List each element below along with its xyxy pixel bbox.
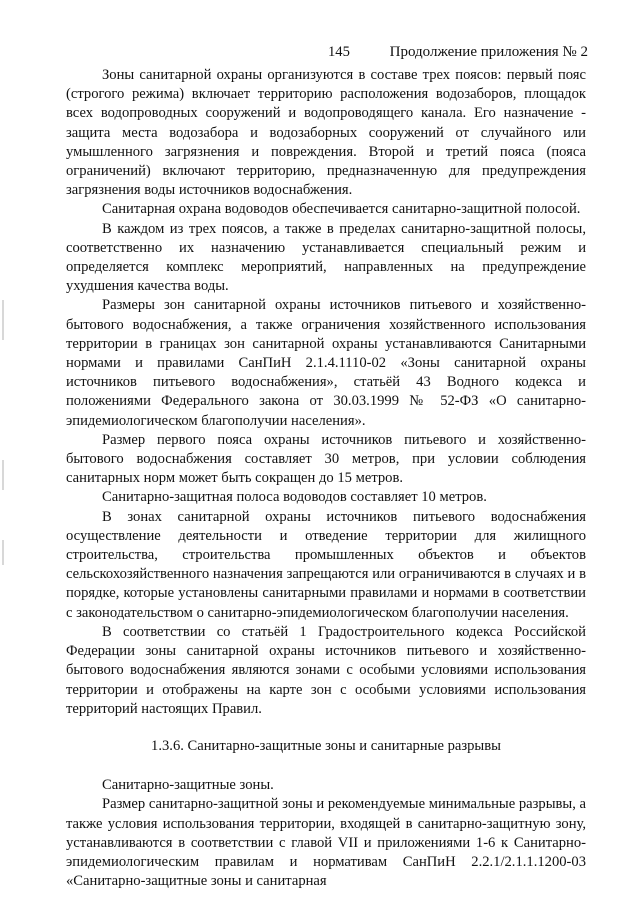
paragraph: В каждом из трех поясов, а также в пределах санитарно-защитной полосы, соответственно их назначению устанавливается специальный режим и определяется комплекс мероприятий, направленных на предупреждение ухудшения качества воды.	[66, 220, 586, 295]
body-text	[66, 66, 586, 891]
scan-edge-marks	[2, 0, 5, 905]
paragraph: Размер первого пояса охраны источников питьевого и хозяйственно-бытового водоснабжения составляет 30 метров, при условии соблюдения санитарных норм может быть сокращен до 15 метров.	[66, 431, 586, 487]
appendix-label: Продолжение приложения № 2	[389, 44, 588, 60]
scan-mark	[2, 460, 4, 490]
paragraph: Зоны санитарной охраны организуются в составе трех поясов: первый пояс (строгого режима) включает территорию расположения водозаборов, площадок всех водопроводных сооружений и водопроводящего канала. Его назначение - защита места водозабора и водозаборных сооружений от случайного или умышленного загрязнения и повреждения. Второй и третий пояса (пояса ограничений) включают территорию, предназначенную для предупреждения загрязнения воды источников водоснабжения.	[66, 67, 586, 199]
scan-mark	[2, 540, 4, 565]
subsection-title: 1.3.6. Санитарно-защитные зоны и санитарные разрывы	[151, 737, 501, 754]
paragraph: В соответствии со статьёй 1 Градостроительного кодекса Российской Федерации зоны санитарной охраны источников питьевого и хозяйственно-бытового водоснабжения являются зонами с особыми условиями использования территории и отображены на карте зон с особыми условиями использования территорий настоящих Правил.	[66, 623, 586, 717]
page-header	[60, 43, 588, 63]
paragraph: Размеры зон санитарной охраны источников питьевого и хозяйственно-бытового водоснабжения, а также ограничения хозяйственного использования территории в границах зон санитарной охраны устанавливаются Санитарными нормами и правилами СанПиН 2.1.4.1110-02 «Зоны санитарной охраны источников питьевого водоснабжения», статьёй 43 Водного кодекса и положениями Федерального закона от 30.03.1999 № 52-ФЗ «О санитарно-эпидемиологическом благополучии населения».	[66, 297, 586, 429]
page-number: 145	[328, 44, 350, 60]
paragraph: Размер санитарно-защитной зоны и рекомендуемые минимальные разрывы, а также условия использования территории, входящей в санитарно-защитную зону, устанавливаются в соответствии с главой VII и приложениями 1-6 к Санитарно-эпидемиологическим правилам и нормативам СанПиН 2.2.1/2.1.1.1200-03 «Санитарно-защитные зоны и санитарная	[66, 796, 586, 890]
scan-mark	[2, 300, 4, 340]
paragraph: Санитарно-защитные зоны.	[102, 777, 274, 794]
paragraph: Санитарная охрана водоводов обеспечивается санитарно-защитной полосой.	[102, 201, 581, 218]
paragraph: Санитарно-защитная полоса водоводов составляет 10 метров.	[102, 489, 487, 506]
paragraph: В зонах санитарной охраны источников питьевого водоснабжения осуществление деятельности и отведение территории для жилищного строительства, строительства промышленных объектов и объектов сельскохозяйственного назначения запрещаются или ограничиваются в случаях и в порядке, которые установлены санитарными правилами и нормами в соответствии с законодательством о санитарно-эпидемиологическом благополучии населения.	[66, 508, 586, 621]
